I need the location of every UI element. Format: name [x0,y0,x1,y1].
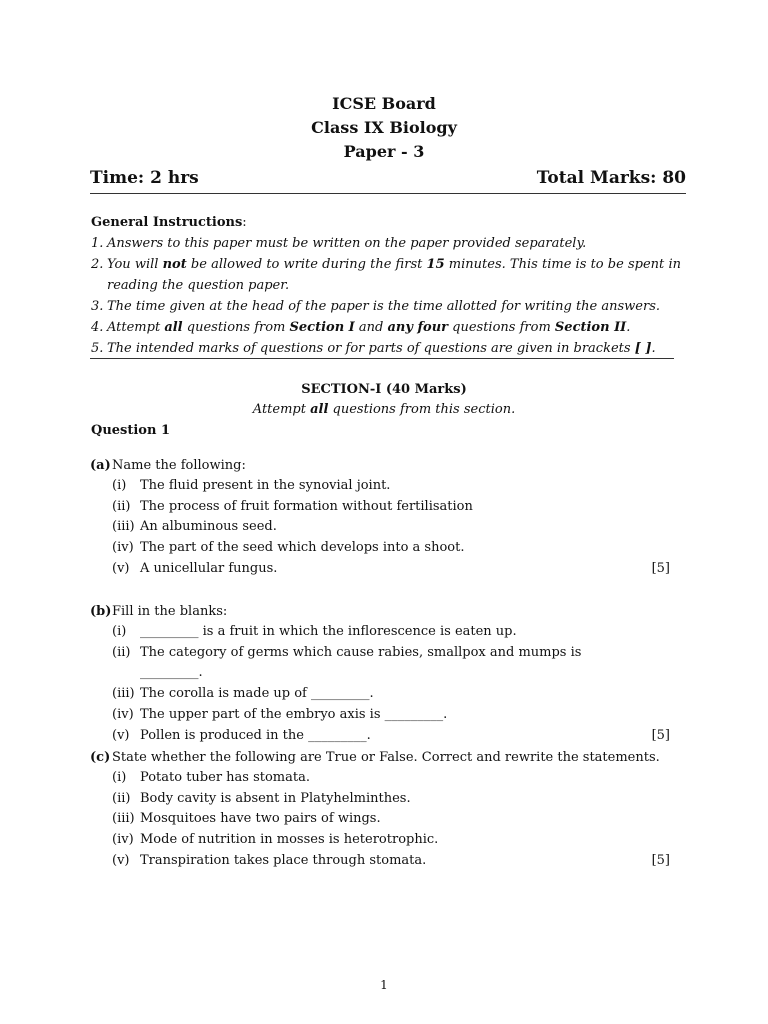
part-heading [90,455,670,476]
sub-question-text: A unicellular fungus. [140,560,278,576]
instruction-fragment: questions from [448,320,555,335]
part-label: (b) [90,604,112,619]
sub-question [90,726,670,747]
part-instruction: State whether the following are True or False. Correct and rewrite the statements. [112,750,660,765]
instruction-item [91,338,681,359]
instruction-number: 5. [91,341,104,356]
instructions-title: General Instructions [91,215,243,230]
page-number: 1 [380,978,388,992]
sub-question [90,789,670,810]
section-subtitle-post: questions from this section. [328,402,516,417]
instruction-emphasis: Section II [554,320,627,335]
instruction-emphasis: not [162,257,187,272]
marks-label [640,476,670,497]
part-instruction: Fill in the blanks: [112,604,228,619]
instruction-emphasis: any four [387,320,449,335]
marks-label [640,789,670,810]
instruction-fragment: You will [107,257,163,272]
marks-label [640,517,670,538]
time-label: Time: 2 hrs [90,168,199,188]
section-subtitle [0,400,768,420]
question-title: Question 1 [91,423,171,438]
instruction-fragment: minutes. This time is to be spent in reading the question paper. [107,257,681,293]
instruction-item [91,233,681,254]
instruction-fragment: Attempt [107,320,165,335]
sub-question [90,768,670,789]
instruction-emphasis: 15 [426,257,445,272]
instruction-fragment: The intended marks of questions or for parts of questions are given in brackets [107,341,635,356]
sub-question [90,643,670,684]
sub-question-text: The upper part of the embryo axis is _________. [140,706,448,722]
sub-question [90,705,670,726]
sub-question [90,497,670,518]
sub-question-number: (v) [112,727,130,743]
sub-question-text: The category of germs which cause rabies, smallpox and mumps is _________. [140,644,582,681]
instructions-list [91,233,681,359]
part-instruction: Name the following: [112,458,246,473]
instruction-text [107,254,681,296]
header-divider [90,193,686,194]
instruction-emphasis: [ ] [634,341,652,356]
section-subtitle-pre: Attempt [252,402,311,417]
instruction-emphasis: all [164,320,183,335]
marks-label [640,497,670,518]
paper-title: Paper - 3 [343,142,425,161]
part-heading [90,747,670,768]
part-label: (a) [90,458,111,473]
marks-label: [5] [651,727,670,743]
question-part-b [90,601,670,746]
instruction-number: 4. [91,320,104,335]
sub-question-number: (iv) [112,832,134,848]
instruction-number: 1. [91,236,104,251]
instruction-item [91,254,681,296]
sub-question-text: The corolla is made up of _________. [140,686,374,702]
section-heading [0,380,768,420]
sub-question-text: An albuminous seed. [140,519,277,535]
instruction-fragment: . [626,320,631,335]
sub-question-text: _________ is a fruit in which the inflorescence is eaten up. [140,624,517,639]
total-marks-label: Total Marks: 80 [536,168,686,188]
instruction-item [91,317,681,338]
sub-question [90,517,670,538]
sub-question-text: Potato tuber has stomata. [140,770,310,785]
sub-question [90,622,670,643]
sub-question-number: (iv) [112,706,134,722]
sub-question [90,809,670,830]
instruction-fragment: be allowed to write during the first [186,257,427,272]
marks-label [640,768,670,789]
sub-question-number: (i) [112,624,127,639]
paper-header [0,92,768,164]
question-part-a [90,455,670,580]
marks-label: [5] [651,852,670,868]
sub-question-text: Transpiration takes place through stomata. [140,852,427,868]
sub-question-number: (ii) [112,790,131,806]
marks-label: [5] [651,560,670,576]
part-label: (c) [90,750,111,765]
sub-question [90,851,670,872]
marks-label [640,538,670,559]
marks-label [640,830,670,851]
instructions-divider [90,358,674,359]
instruction-fragment: Answers to this paper must be written on the paper provided separately. [107,236,587,251]
sub-question-text: The process of fruit formation without fertilisation [140,498,473,514]
question-part-c [90,747,670,872]
time-marks-row [90,168,686,188]
instruction-fragment: The time given at the head of the paper is the time allotted for writing the answers. [107,299,661,314]
sub-question-text: Pollen is produced in the _________. [140,727,371,743]
marks-label [640,684,670,705]
marks-label [640,643,670,684]
sub-question-number: (iii) [112,519,135,535]
sub-question [90,559,670,580]
sub-question [90,538,670,559]
instruction-number: 2. [91,257,104,272]
instruction-item [91,296,681,317]
sub-question-number: (iii) [112,686,135,702]
sub-question [90,830,670,851]
sub-question-text: Mode of nutrition in mosses is heterotrophic. [140,832,439,848]
marks-label [640,809,670,830]
instruction-fragment: and [354,320,388,335]
board-title: ICSE Board [332,94,436,113]
sub-question-number: (i) [112,770,127,785]
sub-question-text: The fluid present in the synovial joint. [140,478,391,493]
general-instructions [91,212,681,359]
sub-question [90,684,670,705]
instruction-number: 3. [91,299,104,314]
sub-question-number: (v) [112,852,130,868]
class-title: Class IX Biology [311,118,457,137]
instruction-fragment: questions from [182,320,290,335]
sub-question-text: The part of the seed which develops into a shoot. [140,540,465,556]
section-subtitle-bold: all [310,402,329,417]
sub-question-number: (iii) [112,811,135,827]
sub-question-text: Mosquitoes have two pairs of wings. [140,811,381,827]
marks-label [640,622,670,643]
instruction-emphasis: Section I [289,320,355,335]
instruction-text [107,296,681,317]
instruction-text [107,233,681,254]
part-heading [90,601,670,622]
sub-question [90,476,670,497]
sub-question-number: (i) [112,478,127,493]
section-title: SECTION-I (40 Marks) [301,382,467,397]
instruction-fragment: . [651,341,656,356]
sub-question-number: (ii) [112,498,131,514]
sub-question-number: (v) [112,560,130,576]
sub-question-text: Body cavity is absent in Platyhelminthes. [140,790,411,806]
instruction-text [107,338,681,359]
instructions-heading [91,212,681,233]
sub-question-number: (ii) [112,644,131,660]
marks-label [640,705,670,726]
instruction-text [107,317,681,338]
sub-question-number: (iv) [112,540,134,556]
instructions-title-colon: : [242,215,247,230]
